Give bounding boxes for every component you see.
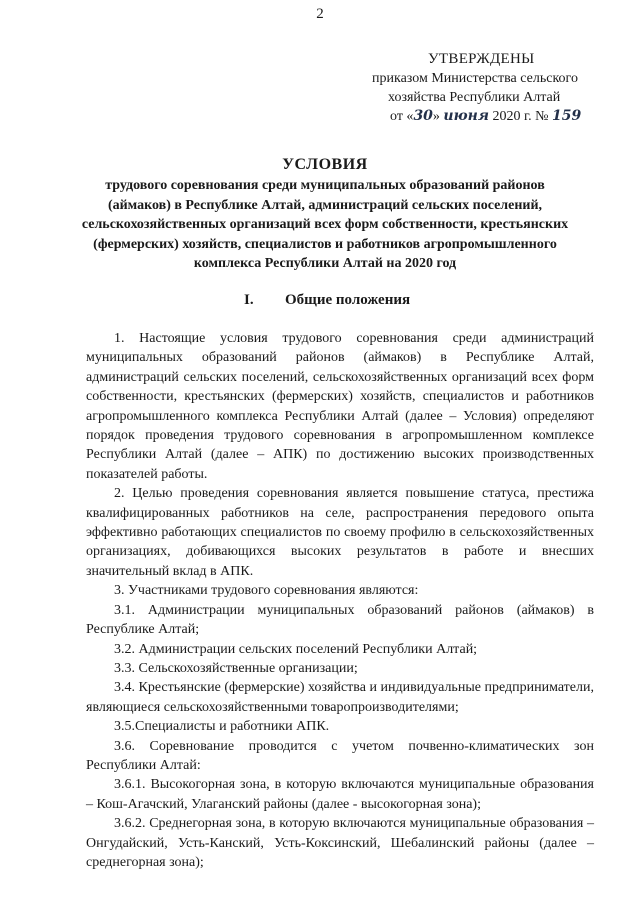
subtitle-line: трудового соревнования среди муниципальных образований районов xyxy=(105,178,545,193)
date-year-number-label: 2020 г. № xyxy=(488,109,553,124)
date-mid: » xyxy=(432,109,444,124)
subtitle-line: сельскохозяйственных организаций всех форм собственности, крестьянских xyxy=(81,217,569,232)
paragraph-3-4: 3.4. Крестьянские (фермерские) хозяйства и индивидуальные предприниматели, являющиеся сельскохозяйственными товаропроизводителями; xyxy=(86,680,594,715)
paragraph-1: 1. Настоящие условия трудового соревнования среди администраций муниципальных образований районов (аймаков) в Республике Алтай, администраций сельских поселений, сельскохозяйственных организаций всех форм собственности, крестьянских (фермерских) хозяйств, специалистов и работников агропромышленного комплекса Республики Алтай (далее – Условия) определяют порядок проведения трудового соревнования в агропромышленном комплексе Республики Алтай (далее – АПК) по достижению высоких производственных показателей работы. xyxy=(86,331,594,482)
approval-date-line xyxy=(390,107,610,126)
paragraph-3-6: 3.6. Соревнование проводится с учетом почвенно-климатических зон Республики Алтай: xyxy=(86,738,594,773)
approval-stamp xyxy=(360,50,610,126)
document-title: УСЛОВИЯ xyxy=(282,156,368,173)
handwritten-month: июня xyxy=(443,108,489,124)
paragraph-3-1: 3.1. Администрации муниципальных образований районов (аймаков) в Республике Алтай; xyxy=(86,602,594,638)
section-number: I. xyxy=(244,292,254,308)
handwritten-doc-number: 159 xyxy=(552,108,582,124)
date-prefix: от « xyxy=(390,109,414,124)
section-title: Общие положения xyxy=(285,292,411,308)
handwritten-day: 30 xyxy=(413,108,433,124)
paragraph-3: 3. Участниками трудового соревнования являются: xyxy=(114,583,419,599)
paragraph-3-5: 3.5.Специалисты и работники АПК. xyxy=(114,719,330,735)
paragraph-2: 2. Целью проведения соревнования является повышение статуса, престижа квалифицированных работников на селе, распространения передового опыта эффективно работающих специалистов по своему профилю в сельскохозяйственных организациях, добивающихся высоких результатов в работе и внесших значительный вклад в АПК. xyxy=(86,486,594,579)
subtitle-line: (фермерских) хозяйств, специалистов и работников агропромышленного xyxy=(93,236,557,252)
subtitle-line: комплекса Республики Алтай на 2020 год xyxy=(193,256,457,271)
document-body xyxy=(86,329,594,872)
page-number: 2 xyxy=(316,6,324,22)
paragraph-3-6-2: 3.6.2. Среднегорная зона, в которую включаются муниципальные образования – Онгудайский, Усть-Канский, Усть-Коксинский, Шебалинский районы (далее – среднегорная зона); xyxy=(86,816,594,870)
document-subtitle xyxy=(58,176,592,274)
subtitle-line: (аймаков) в Республике Алтай, администраций сельских поселений, xyxy=(107,197,543,213)
paragraph-3-6-1: 3.6.1. Высокогорная зона, в которую включаются муниципальные образования – Кош-Агачский, Улаганский районы (далее - высокогорная зона); xyxy=(86,777,594,812)
approval-line-ministry: хозяйства Республики Алтай xyxy=(388,90,561,105)
approval-heading: УТВЕРЖДЕНЫ xyxy=(428,51,535,67)
paragraph-3-3: 3.3. Сельскохозяйственные организации; xyxy=(114,660,358,676)
approval-line-order: приказом Министерства сельского xyxy=(372,71,578,86)
paragraph-3-2: 3.2. Администрации сельских поселений Республики Алтай; xyxy=(114,641,478,657)
